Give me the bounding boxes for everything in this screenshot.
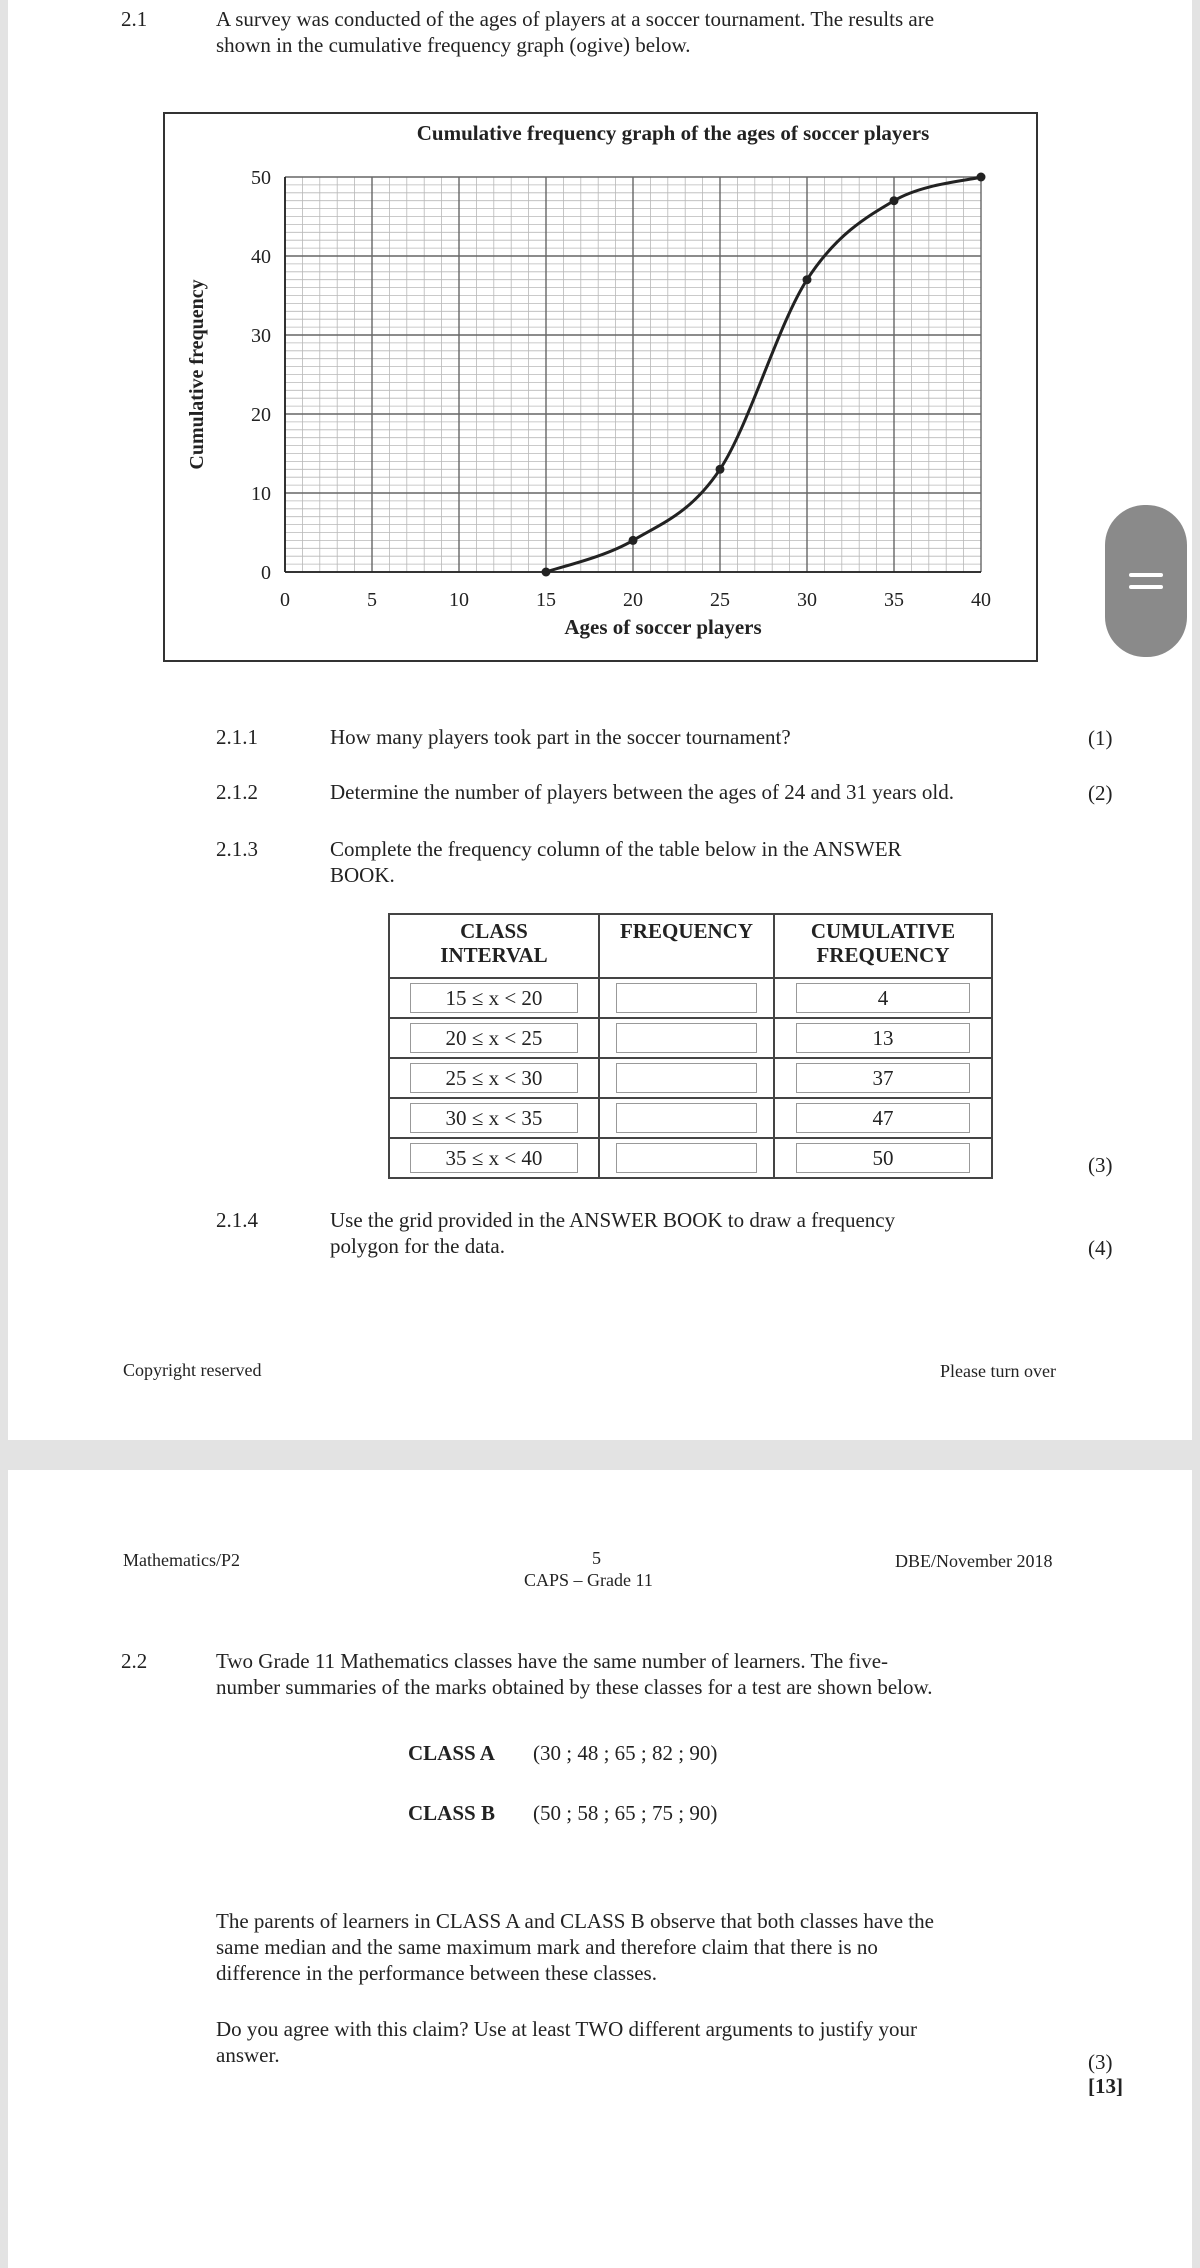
ogive-point [890,196,899,205]
question-2-1-3-text-line1: Complete the frequency column of the table below in the ANSWER [330,837,902,861]
question-2-1-text-line1: A survey was conducted of the ages of players at a soccer tournament. The results are [216,7,935,31]
table-row [389,1098,992,1138]
frequency-cell [599,978,774,1018]
question-2-1-4-text-line2: polygon for the data. [330,1234,505,1258]
question-2-1-text-line2: shown in the cumulative frequency graph (ogive) below. [216,33,691,57]
interval-value: 35 ≤ x < 40 [410,1143,578,1173]
header-line: INTERVAL [440,943,548,967]
frequency-cell [599,1138,774,1178]
frequency-table [388,913,993,1179]
question-2-1-2-text: Determine the number of players between the ages of 24 and 31 years old. [330,780,954,804]
ogive-point [629,536,638,545]
x-tick-label: 0 [280,589,290,611]
question-2-1-4-number: 2.1.4 [216,1208,258,1232]
question-2-2-number: 2.2 [121,1649,148,1673]
question-2-1-1-mark: (1) [1088,726,1113,750]
frequency-value [616,1023,756,1053]
x-tick-label: 25 [710,589,730,611]
table-header-frequency [599,914,774,978]
interval-cell [389,1058,599,1098]
interval-value: 15 ≤ x < 20 [410,983,578,1013]
cumulative-value: 37 [796,1063,971,1093]
y-tick-label: 10 [251,483,271,505]
header-subject: Mathematics/P2 [123,1550,240,1570]
grip-line [1129,573,1163,577]
frequency-value [616,1063,756,1093]
question-2-2-text-line2: number summaries of the marks obtained by these classes for a test are shown below. [216,1675,933,1699]
x-tick-label: 30 [797,589,817,611]
class-a-summary: (30 ; 48 ; 65 ; 82 ; 90) [533,1741,718,1765]
x-tick-label: 5 [367,589,377,611]
header-line: CLASS [460,919,528,943]
grip-line [1129,585,1163,589]
exam-page-1 [8,0,1192,1440]
cumulative-value: 50 [796,1143,971,1173]
interval-cell [389,978,599,1018]
frequency-value [616,983,756,1013]
x-tick-label: 10 [449,589,469,611]
y-tick-label: 30 [251,325,271,347]
frequency-cell [599,1018,774,1058]
frequency-cell [599,1058,774,1098]
question-2-1-3-mark: (3) [1088,1153,1113,1177]
scroll-handle[interactable] [1105,505,1187,657]
y-tick-label: 20 [251,404,271,426]
question-2-1-4-mark: (4) [1088,1236,1113,1260]
frequency-value [616,1143,756,1173]
agree-question-line2: answer. [216,2043,280,2067]
footer-copyright: Copyright reserved [123,1360,262,1380]
cumulative-cell [774,1058,992,1098]
class-b-label: CLASS B [408,1801,495,1825]
chart-title: Cumulative frequency graph of the ages of soccer players [416,121,930,145]
x-tick-label: 15 [536,589,556,611]
question-2-2-mark: (3) [1088,2050,1113,2074]
question-2-1-1-text: How many players took part in the soccer tournament? [330,725,791,749]
header-page-number: 5 [592,1548,601,1568]
question-2-1-number: 2.1 [121,7,148,31]
ogive-point [542,568,551,577]
table-row [389,1138,992,1178]
footer-please-turn-over: Please turn over [940,1361,1056,1381]
table-header-row [389,914,992,978]
cumulative-cell [774,1018,992,1058]
x-axis-label: Ages of soccer players [564,615,762,639]
parents-claim-line2: same median and the same maximum mark and therefore claim that there is no [216,1935,878,1959]
cumulative-cell [774,1138,992,1178]
header-line: FREQUENCY [816,943,950,967]
table-header-cumulative-frequency [774,914,992,978]
ogive-chart [163,112,1038,662]
ogive-point [803,275,812,284]
table-row [389,1018,992,1058]
y-tick-label: 50 [251,167,271,189]
interval-cell [389,1098,599,1138]
frequency-value [616,1103,756,1133]
question-2-total: [13] [1088,2074,1123,2098]
y-axis-label: Cumulative frequency [186,279,208,470]
class-a-label: CLASS A [408,1741,495,1765]
header-grade: CAPS – Grade 11 [524,1570,653,1590]
x-tick-label: 40 [971,589,991,611]
exam-page-2 [8,1470,1192,2268]
header-date: DBE/November 2018 [895,1551,1053,1571]
class-b-summary: (50 ; 58 ; 65 ; 75 ; 90) [533,1801,718,1825]
header-line: CUMULATIVE [810,919,956,943]
y-tick-label: 40 [251,246,271,268]
x-tick-label: 20 [623,589,643,611]
question-2-2-text-line1: Two Grade 11 Mathematics classes have the same number of learners. The five- [216,1649,889,1673]
cumulative-value: 47 [796,1103,971,1133]
question-2-1-3-text-line2: BOOK. [330,863,395,887]
cumulative-value: 4 [796,983,971,1013]
cumulative-cell [774,978,992,1018]
agree-question-line1: Do you agree with this claim? Use at least TWO different arguments to justify your [216,2017,917,2041]
ogive-point [716,465,725,474]
interval-value: 25 ≤ x < 30 [410,1063,578,1093]
parents-claim-line3: difference in the performance between these classes. [216,1961,657,1985]
header-line: FREQUENCY [619,919,753,943]
cumulative-value: 13 [796,1023,971,1053]
y-tick-label: 0 [261,562,271,584]
table-row [389,978,992,1018]
interval-value: 20 ≤ x < 25 [410,1023,578,1053]
question-2-1-1-number: 2.1.1 [216,725,258,749]
ogive-chart-svg [165,114,1036,660]
table-row [389,1058,992,1098]
interval-cell [389,1138,599,1178]
parents-claim-line1: The parents of learners in CLASS A and CLASS B observe that both classes have the [216,1909,934,1933]
cumulative-cell [774,1098,992,1138]
interval-cell [389,1018,599,1058]
ogive-point [977,173,986,182]
x-tick-label: 35 [884,589,904,611]
question-2-1-2-number: 2.1.2 [216,780,258,804]
interval-value: 30 ≤ x < 35 [410,1103,578,1133]
question-2-1-4-text-line1: Use the grid provided in the ANSWER BOOK to draw a frequency [330,1208,896,1232]
question-2-1-2-mark: (2) [1088,781,1113,805]
table-header-class-interval [389,914,599,978]
question-2-1-3-number: 2.1.3 [216,837,258,861]
frequency-cell [599,1098,774,1138]
